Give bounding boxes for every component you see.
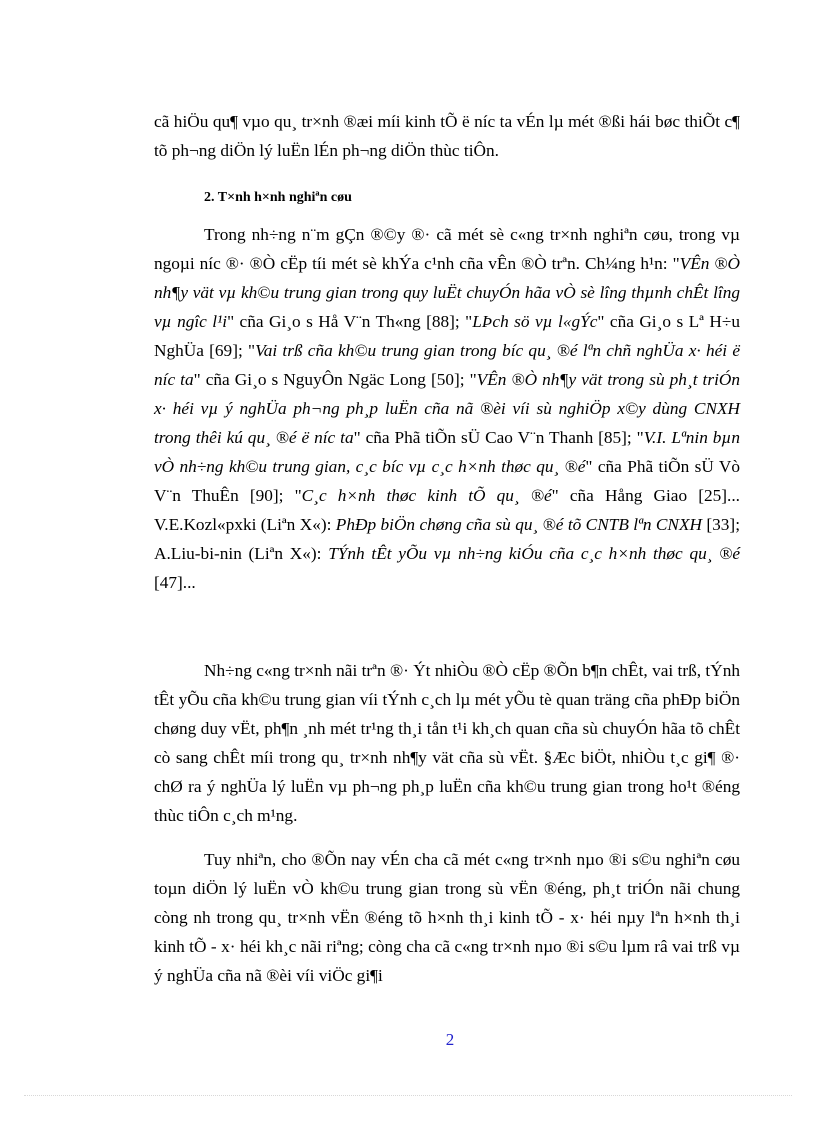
paragraph-gaps: Tuy nhiªn, cho ®Õn nay vÉn cha cã mét c«ng tr×nh nµo ®i s©u nghiªn cøu toµn diÖn lý luËn vÒ kh©u trung gian trong sù vËn ®éng, ph¸t triÓn nãi chung còng nh trong qu¸ tr×nh vËn ®éng tõ h×nh th¸i kinh tÕ - x· héi nµy lªn h×nh th¸i kinh tÕ - x· héi kh¸c nãi riªng; còng cha cã c«ng tr×nh nµo ®i s©u lµm râ vai trß vµ ý nghÜa cña nã ®èi víi viÖc gi¶i [154, 850, 740, 985]
text-run: Trong nh÷ng n¨m gÇn ®©y ®· cã mét sè c«ng tr×nh nghiªn cøu, trong vµ ngoµi níc ®· ®Ò cËp tíi mét sè khÝa c¹nh cña vÊn ®Ò trªn. Ch¼ng h¹n: " [154, 225, 740, 273]
text-run: " cña Phã tiÕn sÜ Vò V¨n ThuÊn [90]; " [154, 457, 741, 505]
work-title: Vai trß cña kh©u trung gian trong bíc qu¸ ®é lªn chñ nghÜa x· héi ë níc ta [154, 341, 740, 389]
text-run: " cña Gi¸o s NguyÔn Ngäc Long [50]; " [193, 370, 477, 389]
work-title: PhÐp biÖn chøng cña sù qu¸ ®é tõ CNTB lªn CNXH [335, 515, 702, 534]
page-bottom-divider [24, 1095, 792, 1096]
text-run: [33]; A.Liu-bi-nin (Liªn X«): [154, 515, 740, 563]
work-title: VÊn ®Ò nh¶y vät vµ kh©u trung gian trong quy luËt chuyÓn hãa vÒ sè lîng thµnh chÊt lîng vµ ngîc l¹i [154, 254, 741, 331]
text-run: " cña Gi¸o s Lª H÷u NghÜa [69]; " [154, 312, 740, 360]
work-title: TÝnh tÊt yÕu vµ nh÷ng kiÓu cña c¸c h×nh thøc qu¸ ®é [328, 544, 740, 563]
paragraph-research-situation [154, 220, 740, 597]
paragraph-continuation: cã hiÖu qu¶ vµo qu¸ tr×nh ®æi míi kinh tÕ ë níc ta vÉn lµ mét ®ßi hái bøc thiÕt c¶ tõ ph¬ng diÖn lý luËn lÉn ph¬ng diÖn thùc tiÔn. [154, 112, 740, 160]
text-run: " cña Gi¸o s Hå V¨n Th«ng [88]; " [227, 312, 473, 331]
page-number: 2 [445, 1030, 455, 1049]
paragraph-findings: Nh÷ng c«ng tr×nh nãi trªn ®· Ýt nhiÒu ®Ò cËp ®Õn b¶n chÊt, vai trß, tÝnh tÊt yÕu cña kh©u trung gian víi tÝnh c¸ch lµ mét yÕu tè quan träng cña phÐp biÖn chøng duy vËt, ph¶n ¸nh mét tr¹ng th¸i tån t¹i kh¸ch quan cña sù chuyÓn hãa tõ chÊt cò sang chÊt míi trong qu¸ tr×nh nh¶y vät cña sù vËt. §Æc biÖt, nhiÒu t¸c gi¶ ®· chØ ra ý nghÜa lý luËn vµ ph¬ng ph¸p luËn cña kh©u trung gian trong ho¹t ®éng thùc tiÔn c¸ch m¹ng. [154, 661, 740, 825]
work-title: C¸c h×nh thøc kinh tÕ qu¸ ®é [301, 486, 552, 505]
text-run: " cña Hång Giao [25]... V.E.Kozl«pxki (Liªn X«): [154, 486, 740, 534]
text-run: [47]... [154, 573, 196, 592]
work-title: LÞch sö vµ l«gÝc [472, 312, 598, 331]
work-title: V.I. Lªnin bµn vÒ nh÷ng kh©u trung gian, c¸c bíc vµ c¸c h×nh thøc qu¸ ®é [154, 428, 740, 476]
text-run: " cña Phã tiÕn sÜ Cao V¨n Thanh [85]; " [353, 428, 644, 447]
work-title: VÊn ®Ò nh¶y vät trong sù ph¸t triÓn x· héi vµ ý nghÜa ph¬ng ph¸p luËn cña nã ®èi víi sù nghiÖp x©y dùng CNXH trong thêi kú qu¸ ®é ë níc ta [154, 370, 741, 447]
section-heading: 2. T×nh h×nh nghiªn cøu [204, 190, 352, 205]
